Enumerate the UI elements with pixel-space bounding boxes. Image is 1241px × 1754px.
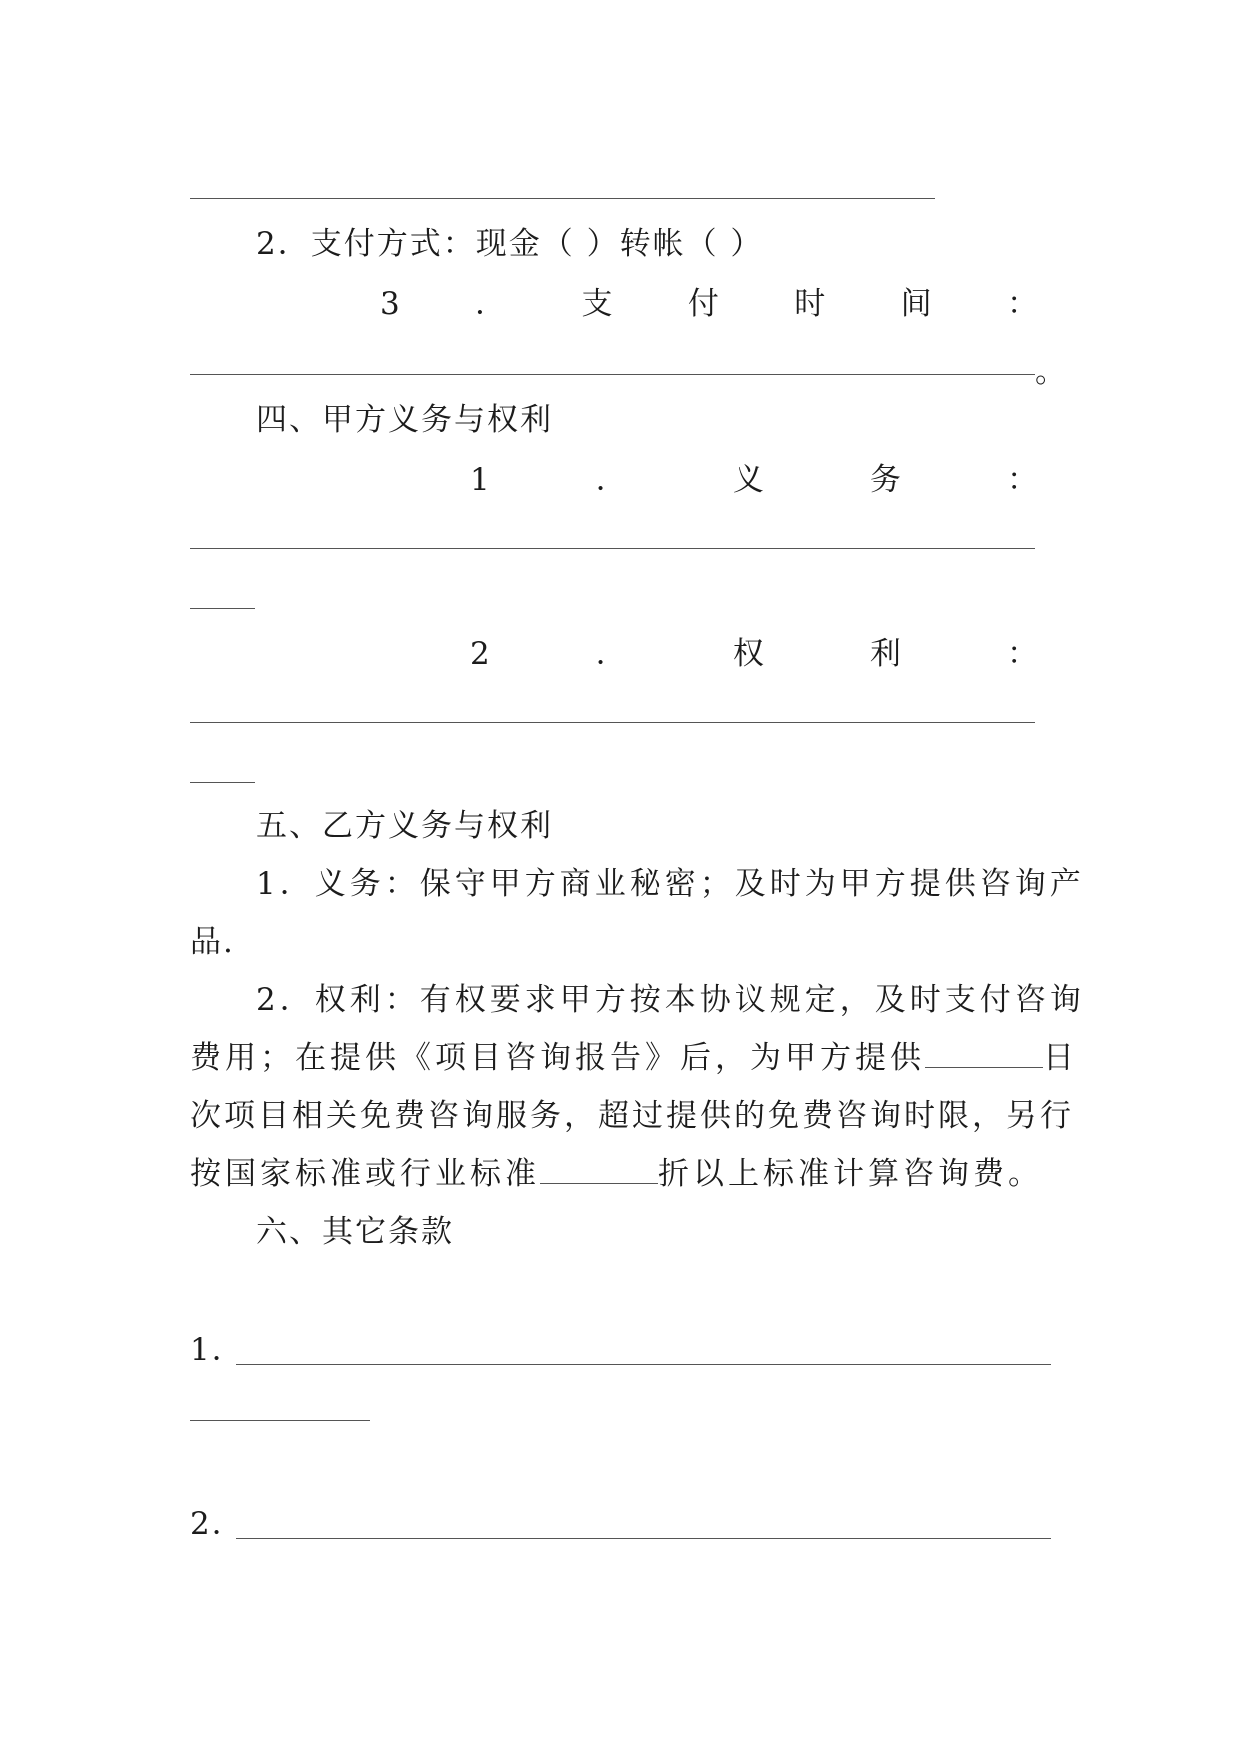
blank-line	[236, 1538, 1051, 1539]
payment-method-line: 2．支付方式：现金（ ）转帐（ ）	[256, 226, 764, 262]
blank-line	[190, 374, 1035, 375]
blank-line	[190, 722, 1035, 723]
party-a-duty-char: 义	[732, 462, 764, 498]
party-a-right-line	[470, 634, 1038, 674]
payment-time-line	[380, 284, 1038, 324]
blank-field	[540, 1159, 658, 1184]
party-a-duty-line	[470, 460, 1038, 500]
party-a-right-char: 2	[470, 636, 490, 672]
party-a-duty-char: 务	[869, 462, 901, 498]
party-b-right-line3: 次项目相关免费咨询服务，超过提供的免费咨询时限，另行	[190, 1098, 1074, 1134]
blank-line	[190, 608, 255, 609]
other-heading: 六、其它条款	[256, 1214, 454, 1250]
blank-line	[190, 198, 935, 199]
other-item-2: 2．	[190, 1506, 245, 1542]
party-a-right-char: ：	[1006, 636, 1038, 672]
blank-line	[236, 1364, 1051, 1365]
blank-line	[190, 782, 255, 783]
party-a-duty-char: 1	[470, 462, 490, 498]
blank-line	[190, 548, 1035, 549]
party-b-right-line1: 2．权利：有权要求甲方按本协议规定，及时支付咨询	[256, 982, 1085, 1018]
payment-time-char: 3	[380, 286, 400, 322]
party-a-heading: 四、甲方义务与权利	[256, 402, 553, 438]
party-b-right-text: 日	[1043, 1040, 1078, 1076]
party-b-duty-line1: 1．义务：保守甲方商业秘密；及时为甲方提供咨询产	[256, 866, 1085, 902]
party-b-heading: 五、乙方义务与权利	[256, 808, 553, 844]
payment-time-char: 支	[581, 286, 613, 322]
other-item-1: 1．	[190, 1332, 245, 1368]
blank-line	[190, 1420, 370, 1421]
party-b-right-line4	[190, 1154, 1043, 1194]
payment-time-char: 间	[900, 286, 932, 322]
party-a-right-char: 利	[869, 636, 901, 672]
party-b-right-text: 费用；在提供《项目咨询报告》后，为甲方提供	[190, 1040, 925, 1076]
party-b-duty-line2: 品.	[190, 924, 235, 960]
payment-time-char: 付	[687, 286, 719, 322]
blank-field	[925, 1043, 1043, 1068]
party-b-right-line2	[190, 1038, 1078, 1078]
party-a-right-char: ．	[595, 636, 627, 672]
party-a-duty-char: ．	[595, 462, 627, 498]
payment-time-char: ．	[475, 286, 507, 322]
payment-time-char: ：	[1006, 286, 1038, 322]
party-b-right-text: 折以上标准计算咨询费。	[658, 1156, 1043, 1192]
party-a-right-char: 权	[732, 636, 764, 672]
party-a-duty-char: ：	[1006, 462, 1038, 498]
payment-time-end: 。	[1035, 354, 1068, 390]
party-b-right-text: 按国家标准或行业标准	[190, 1156, 540, 1192]
payment-time-char: 时	[794, 286, 826, 322]
